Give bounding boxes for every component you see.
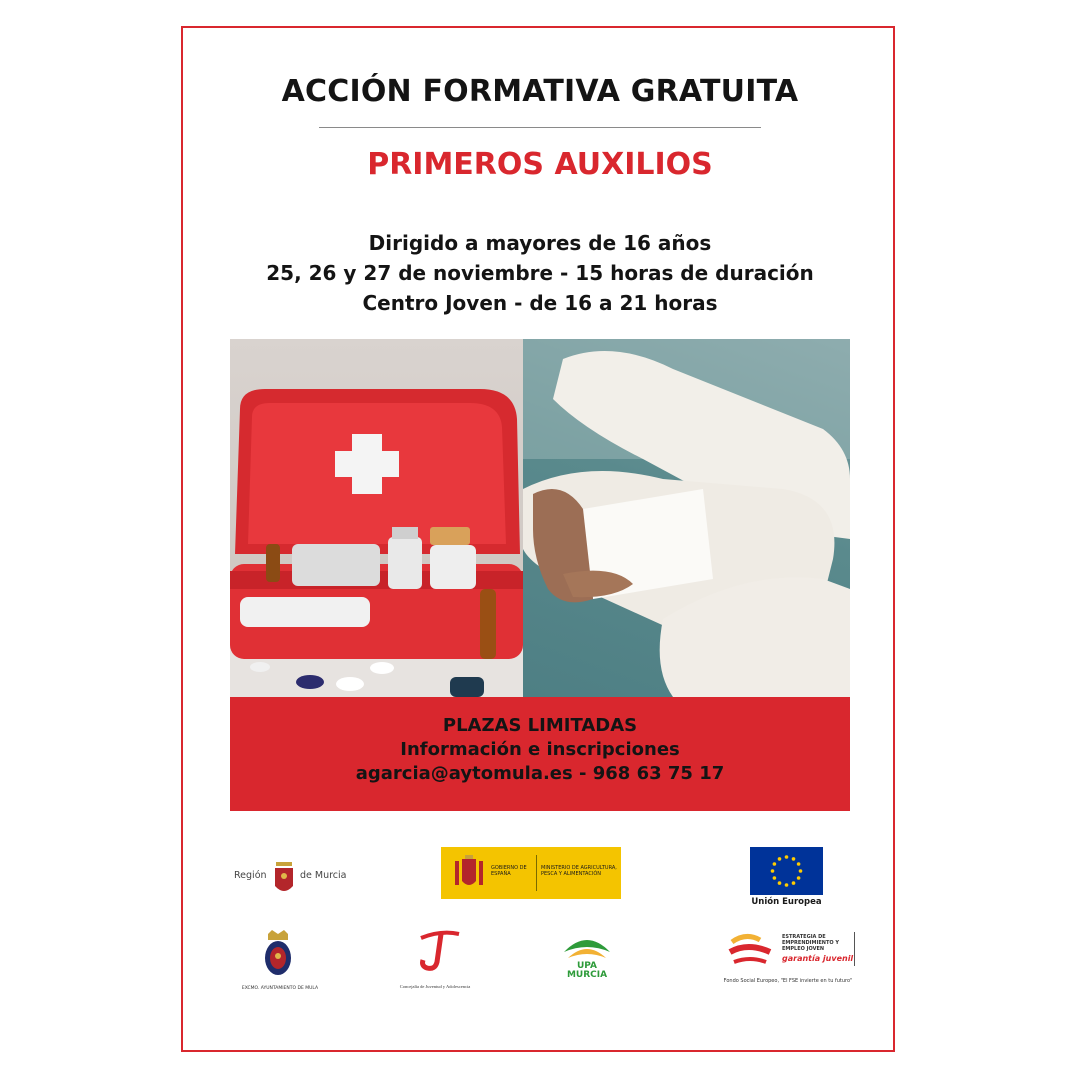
detail-location: Centro Joven - de 16 a 21 horas xyxy=(362,291,718,315)
juventud-text: Concejalía de Juventud y Adolescencia xyxy=(399,984,471,989)
union-europea-logo xyxy=(750,847,823,909)
registration-banner xyxy=(230,697,850,811)
garantia-juvenil-logo xyxy=(712,928,864,990)
first-aid-kit-icon xyxy=(230,339,523,697)
bandaging-photo xyxy=(523,339,850,697)
garantia-divider xyxy=(854,932,855,966)
ministerio-text: MINISTERIO DE AGRICULTURA, PESCA Y ALIMENTACIÓN xyxy=(541,865,617,877)
gov-divider xyxy=(536,855,537,891)
juventud-j-icon xyxy=(413,928,463,976)
estrategia-text xyxy=(782,934,864,952)
detail-dates: 25, 26 y 27 de noviembre - 15 horas de duración xyxy=(266,261,814,285)
spain-coat-of-arms-icon xyxy=(451,853,487,893)
region-murcia-text-right: de Murcia xyxy=(300,870,347,881)
detail-audience: Dirigido a mayores de 16 años xyxy=(368,231,712,255)
upa-leaf-icon xyxy=(560,934,614,962)
course-name: PRIMEROS AUXILIOS xyxy=(367,147,713,182)
contact-info[interactable]: agarcia@aytomula.es - 968 63 75 17 xyxy=(355,763,725,784)
mula-coat-of-arms-icon xyxy=(262,930,294,978)
juventud-logo xyxy=(395,928,475,992)
region-murcia-logo xyxy=(234,858,354,900)
info-registration-text: Información e inscripciones xyxy=(400,739,680,760)
gloved-hands-icon xyxy=(523,339,850,697)
upa-murcia-logo xyxy=(560,934,614,984)
poster-title: ACCIÓN FORMATIVA GRATUITA xyxy=(281,74,799,109)
ayuntamiento-mula-logo xyxy=(236,930,324,994)
estrategia-line-1: ESTRATEGIA DE xyxy=(782,934,826,940)
upa-text: UPA MURCIA xyxy=(566,961,608,980)
mula-text: EXCMO. AYUNTAMIENTO DE MULA xyxy=(241,986,319,991)
limited-places-text: PLAZAS LIMITADAS xyxy=(442,715,638,736)
garantia-brand-text: garantía juvenil xyxy=(782,954,854,963)
title-divider xyxy=(319,127,761,128)
estrategia-line-3: EMPLEO JOVEN xyxy=(782,946,825,952)
eu-flag-icon xyxy=(750,847,823,895)
garantia-swirl-icon xyxy=(726,930,776,970)
gobierno-text: GOBIERNO DE ESPAÑA xyxy=(491,865,527,877)
fse-text: Fondo Social Europeo, "El FSE invierte en tu futuro" xyxy=(723,978,853,984)
course-details xyxy=(0,228,1080,318)
murcia-shield-icon xyxy=(272,858,296,898)
estrategia-line-2: EMPRENDIMIENTO Y xyxy=(782,940,839,946)
first-aid-kit-photo xyxy=(230,339,523,697)
eu-text: Unión Europea xyxy=(751,897,822,907)
region-murcia-text-left: Región xyxy=(234,870,267,881)
gobierno-espana-logo xyxy=(441,847,621,899)
